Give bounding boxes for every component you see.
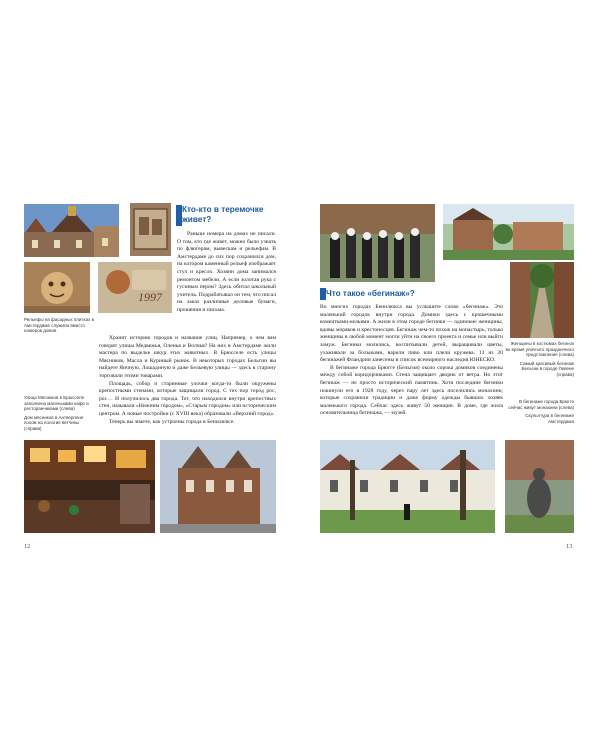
caption-sculpture: Скульптура в бегинаже Амстердама [525,413,574,424]
paragraph: Площадь, собор и старинные улочки когда-то были окружены крепостными стенами, которые защищали город. С тех пор город рос, рос… И получилось два города. Тот, что находился внутри крепостных стен, называли «Нижним городом», «Старым городом» или историческим центром. А новые постройки (с XVIII века) образовали «Верхний город». [99,380,276,417]
photo-beginage-lane [510,262,574,338]
page-number-left: 12 [24,543,31,550]
caption-street: Улица Мясников в Брюсселе заполнена маленькими кафе и ресторанчиками (слева) Дом мясников в Антверпене похож на пологие ветчины (справа) [24,395,96,435]
page-heading: Кто-кто в теремочке живет? [182,205,264,224]
photo-beginage-houses [443,204,574,260]
photo-relief-1997 [98,262,172,313]
photo-sculpture [505,440,574,533]
caption-reliefs: Рельефы на фасадных плитках в Амстердаме служили вместо номеров домов [24,317,94,334]
main-text [99,335,276,426]
photo-street-night [24,440,155,533]
column-text [177,231,276,315]
page-heading: Что такое «бегинаж»? [326,289,415,298]
photo-relief-chairs [130,203,171,256]
paragraph: Во многих городах Бенилюкса вы услышите слово «бегинаж». Это маленький городок внутри города. Домики здесь с крошечными комнатками-кельями. А жили в этом городе бегинки — одинокие женщины, вдовы моряков и крестоносцев. Бегинаж чем-то похож на монастырь, только женщины в любой момент могли уйти на своего проекта и семье или выйти замуж. Бегинки молились, воспитывали детей, выращивали цветы, ухаживали за больными, варили пиво или плели кружева. 13 из 20 бегинажей Фландрии занесены в список всемирного наследия ЮНЕСКО. [320,304,503,364]
caption-costumes: Женщины в костюмах бегинок во время уличного праздничного представления (слева) Самый красивый бегинаж Бельгии в городе Левене (справа) [505,341,574,377]
caption-butchers: Дом мясников в Антверпене похож на пологие ветчины (справа) [24,414,84,431]
photo-butchers-house [160,440,276,533]
paragraph: Теперь вы знаете, как устроены города в Бенилюксе. [109,418,235,425]
paragraph: Раньше номера на домах не писали. О том, кто где живет, можно было узнать по флюгерам, вывескам и рельефам. В Амстердаме до сих пор сохранился дом, на котором каменный рельеф изображает стул и кресло. Хозяин дома занимался ремонтом мебели. А если золотая рука с гусиным пером? Здесь обитал школьный учитель. Подрабатывал он тем, что писал на заказ различные деловые бумаги, прошения и письма. [177,231,276,313]
photo-relief-face [24,262,90,313]
page-number-right: 13 [566,543,573,550]
paragraph: Хранит историю городов и название улиц. Например, о чем вам говорят улицы Медвежья, Оленья и Волчья? На них в Амстердаме жили мастера по выделке шкур этих животных. В Брюсселе есть улицы Мясников, Масла и Куриный рынок. В некоторых городах Бельгии вы найдете Яичную, Лошадиную и даже Бельевую улицы — здесь в старину торговали этими товарами. [99,335,276,379]
photo-facade-tower [24,204,119,257]
caption-nuns: В бегинаже города Брюгге сейчас живут монахини (слева) Скульптура в бегинаже Амстердама [505,399,574,427]
photo-nuns-courtyard [320,440,495,533]
photo-costume-parade [320,204,435,282]
caption-beginage: Самый красивый бегинаж Бельгии в городе Левене (справа) [519,360,574,377]
relief-year-text: 1997 [138,290,162,304]
paragraph: В бегинаже города Брюгге (Бельгия) около сорока домиков соединены между собой коридорчиками. Стена защищает дворик от ветра. Но этот бегинаж — не просто исторический памятник. Хотя последние бегинки покинули его в 1928 году, через пару лет здесь поселились монахини, которые сохранили традиции и даже форму одежды бывших хозяек маленького города. Сейчас здесь живут 50 женщин. В доме, где жила основательница бегинажа, — музей. [320,364,503,417]
main-text [320,304,503,418]
